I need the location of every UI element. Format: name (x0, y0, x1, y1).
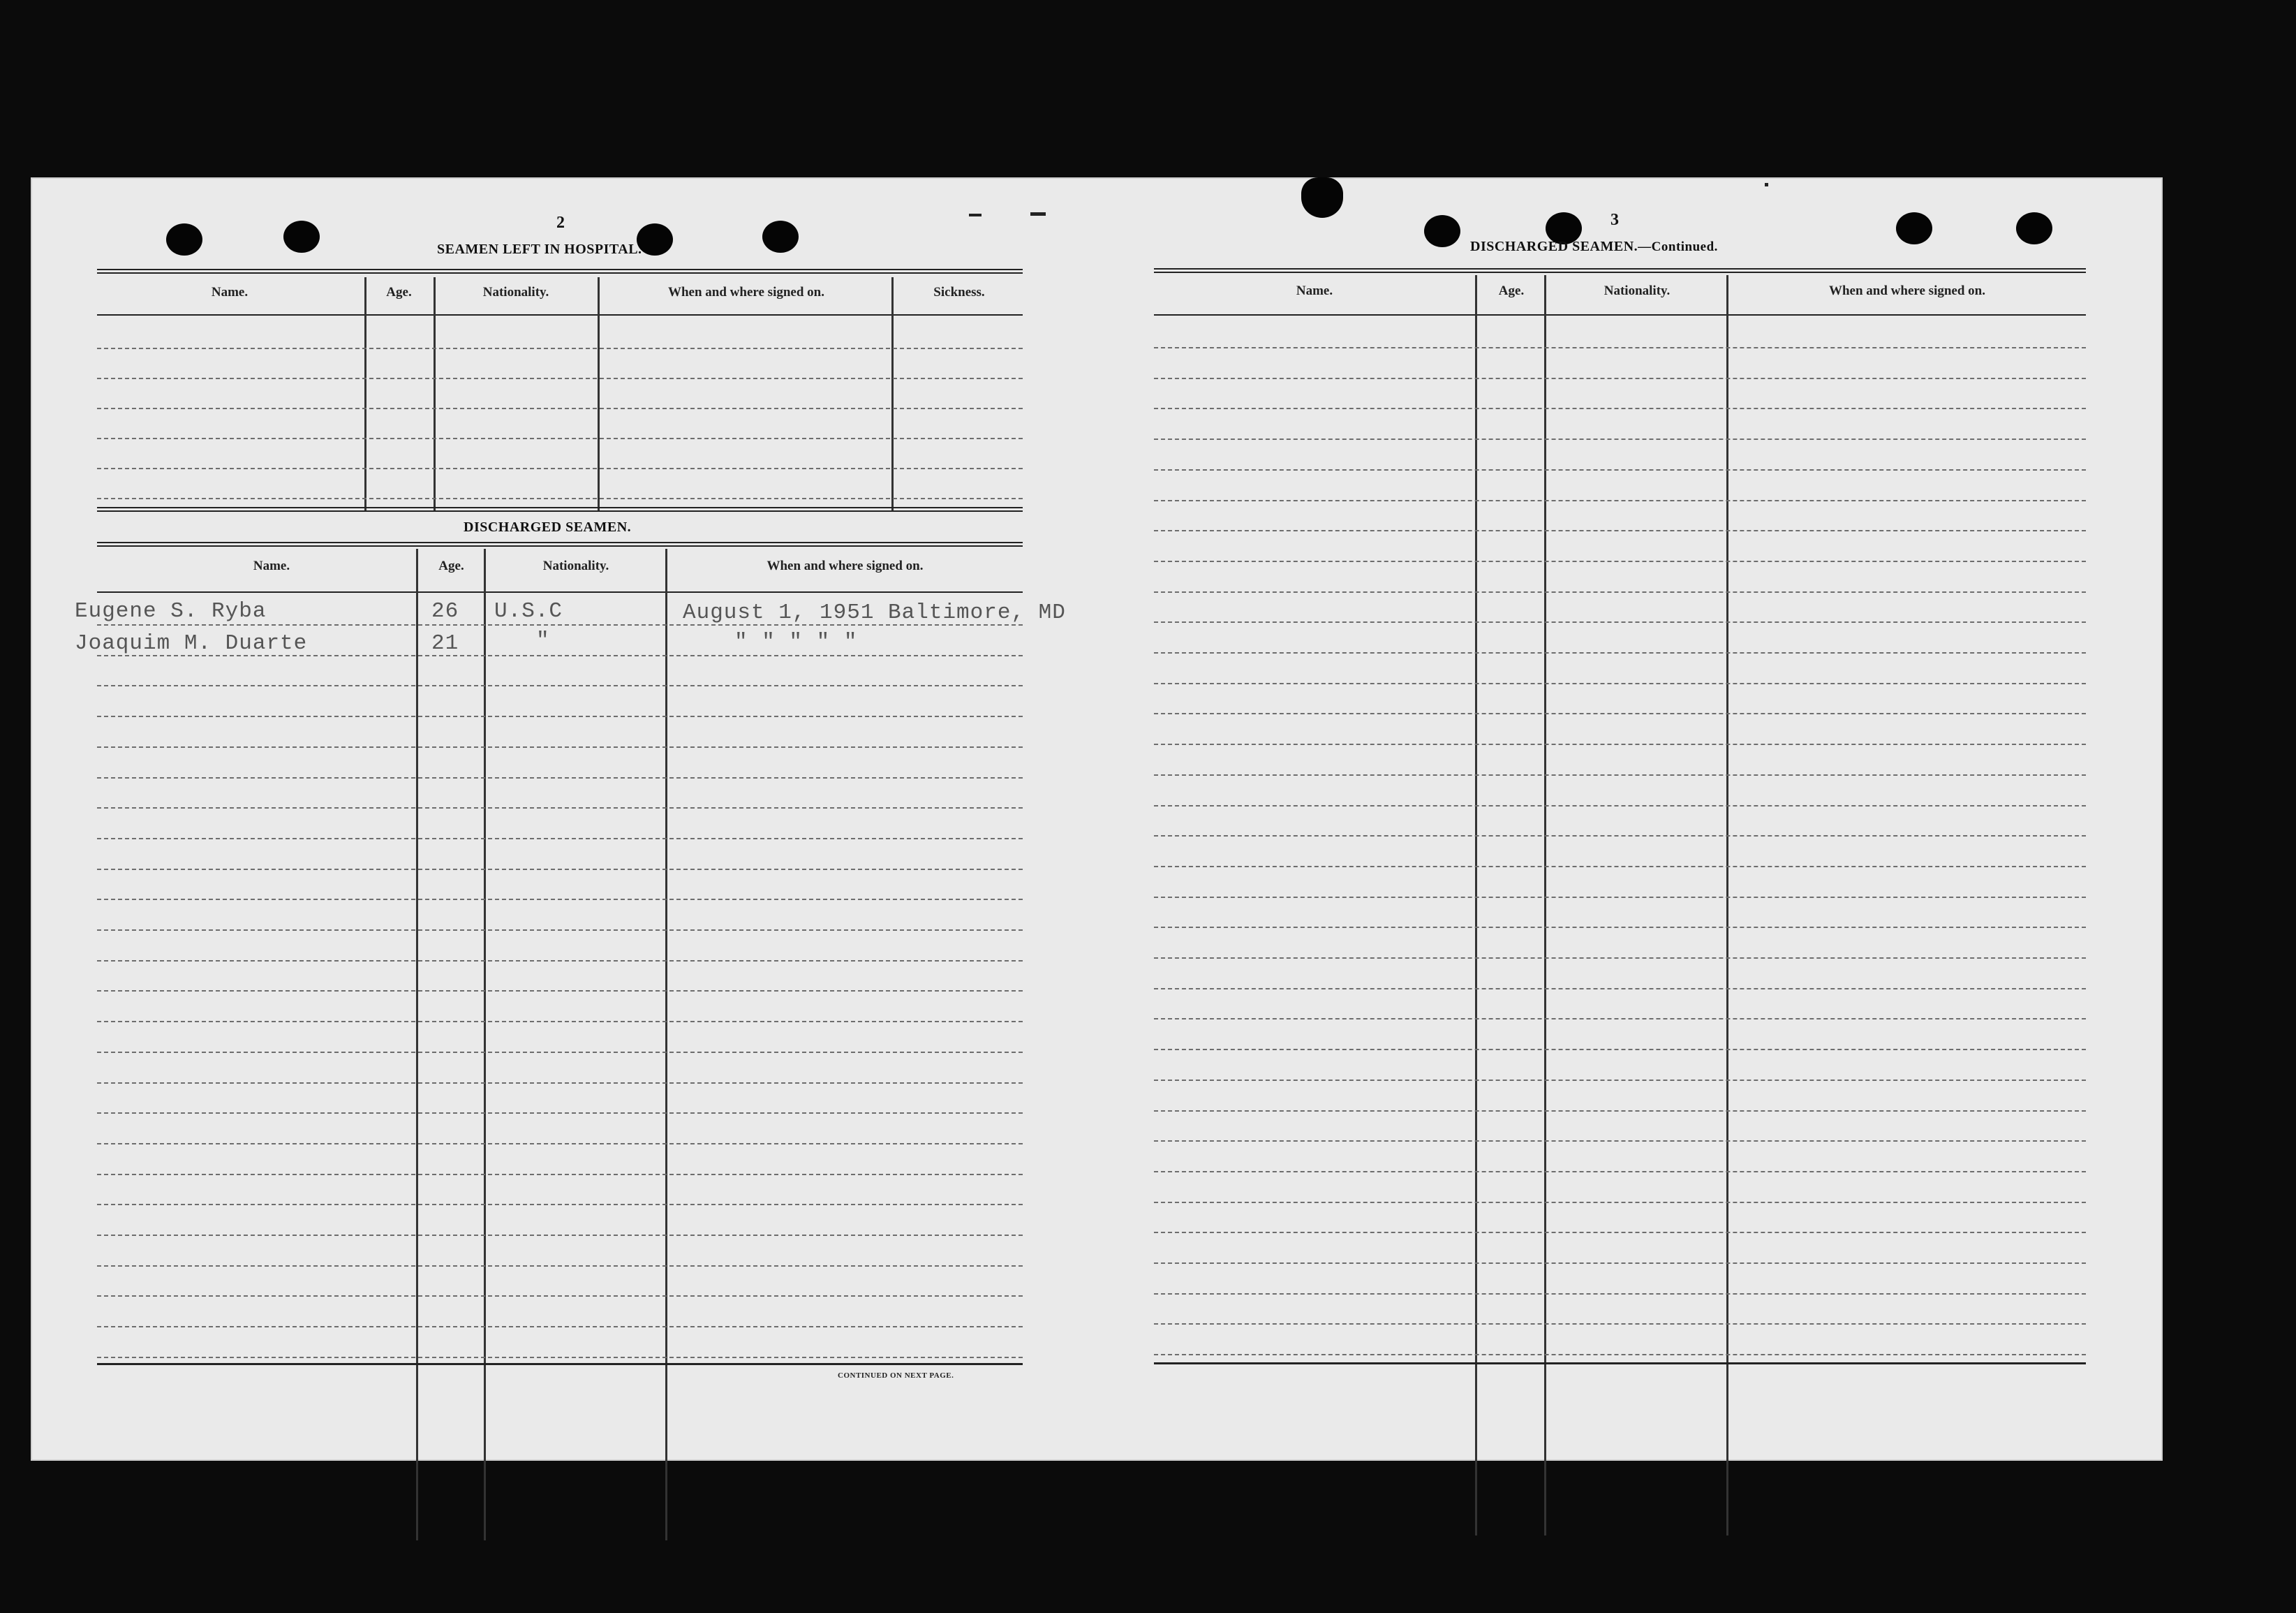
column-divider (891, 277, 894, 510)
column-divider (598, 277, 600, 510)
entry-row-line (1154, 1202, 2086, 1203)
entry-row-line (97, 990, 1023, 992)
rule (97, 269, 1023, 274)
entry-row-line (97, 807, 1023, 809)
entry-row-line (97, 1326, 1023, 1327)
continued-footer: CONTINUED ON NEXT PAGE. (838, 1371, 954, 1380)
entry-row-line (1154, 744, 2086, 745)
discharged-continued-title (1470, 239, 1718, 255)
col-header-nationality: Nationality. (542, 559, 609, 573)
punch-hole (637, 223, 673, 256)
scan-speck (1030, 212, 1046, 216)
entry-row-line (97, 1265, 1023, 1267)
punch-hole (283, 221, 320, 253)
column-divider (1475, 275, 1477, 1535)
entry-row-line (1154, 652, 2086, 654)
entry-row-line (1154, 1354, 2086, 1355)
entry-row-line (97, 1112, 1023, 1114)
entry-row-line (97, 408, 1023, 409)
punch-hole (762, 221, 799, 253)
entry-row-line (1154, 713, 2086, 714)
page-number-left: 2 (556, 214, 565, 232)
entry-name: Joaquim M. Duarte (75, 631, 308, 656)
entry-signed-on: August 1, 1951 Baltimore, MD (683, 601, 1066, 625)
entry-age: 26 (431, 599, 459, 624)
entry-row-line (1154, 500, 2086, 501)
entry-row-line (1154, 1323, 2086, 1325)
entry-row-line (1154, 378, 2086, 379)
rule (1154, 268, 2086, 273)
page-number-right: 3 (1610, 211, 1619, 229)
rule (1154, 1362, 2086, 1364)
col-header-nationality: Nationality. (1604, 283, 1671, 298)
entry-row-line (1154, 561, 2086, 562)
col-header-nationality: Nationality. (482, 285, 549, 300)
entry-row-line (1154, 347, 2086, 348)
entry-row-line (1154, 927, 2086, 928)
entry-row-line (97, 1295, 1023, 1297)
entry-row-line (1154, 835, 2086, 837)
column-divider (434, 277, 436, 510)
entry-row-line (1154, 805, 2086, 806)
col-header-name: Name. (1296, 283, 1333, 298)
entry-row-line (97, 438, 1023, 439)
entry-row-line (1154, 1232, 2086, 1233)
entry-row-line (1154, 1049, 2086, 1050)
entry-row-line (1154, 1140, 2086, 1142)
entry-row-line (1154, 1262, 2086, 1264)
entry-row-line (97, 1021, 1023, 1022)
entry-row-line (1154, 897, 2086, 898)
entry-row-line (97, 498, 1023, 499)
binding-notch (1301, 177, 1343, 218)
entry-name: Eugene S. Ryba (75, 599, 267, 624)
punch-hole (1424, 215, 1460, 247)
column-divider (1544, 275, 1546, 1535)
col-header-age: Age. (438, 559, 464, 573)
entry-row-line (97, 468, 1023, 469)
entry-row-line (1154, 530, 2086, 531)
entry-row-line (97, 1235, 1023, 1236)
entry-age: 21 (431, 631, 459, 656)
col-header-age: Age. (1498, 283, 1525, 298)
entry-row-line (97, 1082, 1023, 1084)
col-header-signed-on: When and where signed on. (766, 559, 924, 573)
entry-row-line (97, 1357, 1023, 1358)
entry-row-line (1154, 988, 2086, 989)
entry-row-line (97, 869, 1023, 870)
entry-row-line (1154, 1293, 2086, 1295)
entry-row-line (1154, 1018, 2086, 1019)
hospital-section-title: SEAMEN LEFT IN HOSPITAL. (437, 242, 642, 257)
entry-row-line (97, 1204, 1023, 1205)
rule (97, 1363, 1023, 1365)
entry-nationality: U.S.C (494, 599, 563, 624)
entry-row-line (1154, 1080, 2086, 1081)
entry-row-line (97, 1143, 1023, 1144)
entry-row-line (1154, 683, 2086, 684)
ledger-sheet (31, 177, 2163, 1461)
scan-speck (969, 214, 982, 216)
entry-row-line (97, 777, 1023, 779)
col-header-name: Name. (253, 559, 290, 573)
rule (97, 542, 1023, 547)
entry-row-line (97, 746, 1023, 748)
rule (97, 507, 1023, 512)
entry-row-line (1154, 621, 2086, 623)
rule (97, 591, 1023, 593)
entry-row-line (97, 685, 1023, 686)
entry-row-line (97, 348, 1023, 349)
punch-hole (2016, 212, 2052, 244)
col-header-age: Age. (386, 285, 412, 300)
column-divider (416, 549, 418, 1540)
rule (1154, 314, 2086, 316)
rule (97, 314, 1023, 316)
entry-row-line (97, 899, 1023, 900)
entry-row-line (1154, 957, 2086, 959)
column-divider (1726, 275, 1728, 1535)
entry-row-line (1154, 591, 2086, 593)
entry-row-line (1154, 1110, 2086, 1112)
entry-row-line (97, 716, 1023, 717)
entry-row-line (1154, 1171, 2086, 1172)
entry-row-line (97, 838, 1023, 839)
col-header-sickness: Sickness. (933, 285, 985, 300)
punch-hole (166, 223, 202, 256)
scan-speck (1765, 183, 1768, 186)
title-text: DISCHARGED SEAMEN. (1470, 239, 1638, 254)
col-header-signed-on: When and where signed on. (667, 285, 824, 300)
entry-row-line (97, 1174, 1023, 1175)
entry-row-line (1154, 774, 2086, 776)
col-header-name: Name. (211, 285, 249, 300)
entry-row-line (97, 929, 1023, 931)
column-divider (484, 549, 486, 1540)
discharged-section-title: DISCHARGED SEAMEN. (464, 520, 632, 535)
punch-hole (1896, 212, 1932, 244)
entry-row-line (1154, 866, 2086, 867)
entry-row-line (97, 1052, 1023, 1053)
column-divider (364, 277, 366, 510)
title-suffix: —Continued. (1638, 240, 1718, 254)
entry-row-line (1154, 469, 2086, 471)
column-divider (665, 549, 667, 1540)
entry-signed-on: " " " " " (734, 630, 858, 654)
col-header-signed-on: When and where signed on. (1828, 283, 1985, 298)
entry-row-line (97, 378, 1023, 379)
entry-row-line (1154, 408, 2086, 409)
entry-row-line (97, 960, 1023, 962)
entry-row-line (1154, 439, 2086, 440)
entry-nationality: " (536, 628, 550, 653)
